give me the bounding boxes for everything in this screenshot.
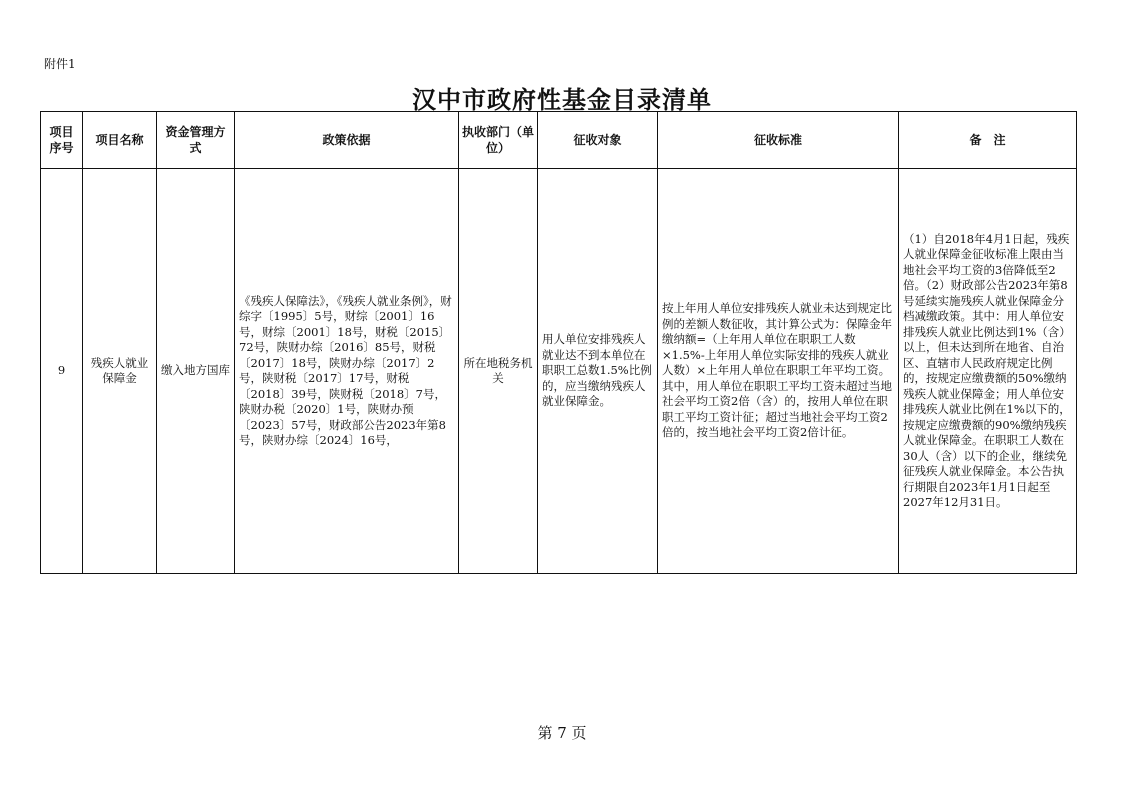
- header-policy: 政策依据: [235, 112, 459, 169]
- cell-mgmt: 缴入地方国库: [157, 169, 235, 574]
- header-name: 项目名称: [83, 112, 157, 169]
- page-number: 第 7 页: [537, 724, 587, 742]
- cell-standard: 按上年用人单位安排残疾人就业未达到规定比例的差额人数征收，其计算公式为：保障金年缴纳额=（上年用人单位在职职工人数×1.5%-上年用人单位实际安排的残疾人就业人数）×上年用人单位在职职工年平均工资。其中，用人单位在职职工平均工资未超过当地社会平均工资2倍（含）的，按用人单位在职职工平均工资计征；超过当地社会平均工资2倍的，按当地社会平均工资2倍计征。: [658, 169, 899, 574]
- cell-seq: 9: [41, 169, 83, 574]
- table-row: [41, 169, 1077, 574]
- header-dept: 执收部门（单位）: [459, 112, 538, 169]
- cell-dept: 所在地税务机关: [459, 169, 538, 574]
- fund-table: [40, 111, 1077, 574]
- header-target: 征收对象: [538, 112, 658, 169]
- cell-remarks: （1）自2018年4月1日起，残疾人就业保障金征收标准上限由当地社会平均工资的3倍降低至2倍。（2）财政部公告2023年第8号延续实施残疾人就业保障金分档减缴政策。其中：用人单位安排残疾人就业比例达到1%（含）以上，但未达到所在地省、自治区、直辖市人民政府规定比例的，按规定应缴费额的50%缴纳残疾人就业保障金；用人单位安排残疾人就业比例在1%以下的，按规定应缴费额的90%缴纳残疾人就业保障金。在职职工人数在30人（含）以下的企业，继续免征残疾人就业保障金。本公告执行期限自2023年1月1日起至2027年12月31日。: [899, 169, 1077, 574]
- header-remarks: 备 注: [899, 112, 1077, 169]
- table-header-row: [41, 112, 1077, 169]
- header-seq: 项目序号: [41, 112, 83, 169]
- attachment-label: 附件1: [44, 57, 76, 71]
- cell-policy: 《残疾人保障法》，《残疾人就业条例》，财综字〔1995〕5号，财综〔2001〕16号，财综〔2001〕18号，财税〔2015〕72号，陕财办综〔2016〕85号，财税〔2017〕18号，陕财办综〔2017〕2号，陕财税〔2017〕17号，财税〔2018〕39号，陕财税〔2018〕7号，陕财办税〔2020〕1号，陕财办预〔2023〕57号，财政部公告2023年第8号，陕财办综〔2024〕16号，: [235, 169, 459, 574]
- cell-target: 用人单位安排残疾人就业达不到本单位在职职工总数1.5%比例的，应当缴纳残疾人就业保障金。: [538, 169, 658, 574]
- page-title: 汉中市政府性基金目录清单: [412, 85, 712, 114]
- header-standard: 征收标准: [658, 112, 899, 169]
- header-mgmt: 资金管理方式: [157, 112, 235, 169]
- cell-name: 残疾人就业保障金: [83, 169, 157, 574]
